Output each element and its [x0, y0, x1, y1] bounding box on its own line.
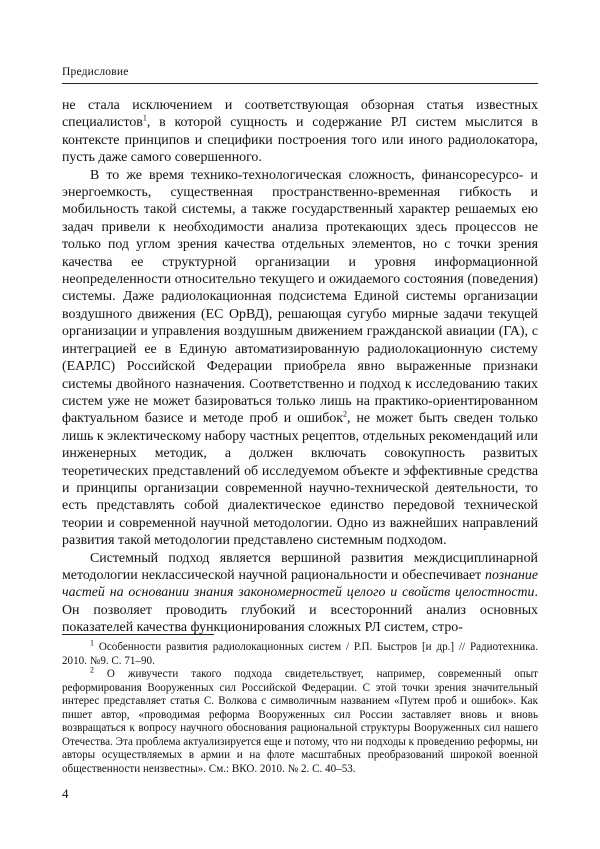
paragraph-1-text-a: не стала исключением и соответствующая обзорная статья известных специалистов — [62, 98, 538, 131]
footnotes — [62, 638, 538, 776]
footnote-1-number: 1 — [90, 638, 94, 648]
paragraph-2-text-b: , не может быть сведен только лишь к эклектическому набору частных рецептов, отдельных рекомендаций или инженерных методик, а должен включать совокупность развитых теоретических представлений об исследуемом объекте и эффективные средства и принципы организации современной научно-технической деятельности, то есть представлять собой диалектическое единство передовой технической теории и современной научной методологии. Одно из важнейших направлений развития такой методологии представлено системным подходом. — [62, 411, 538, 549]
footnote-1-text: Особенности развития радиолокационных систем / Р.П. Быстров [и др.] // Радиотехника. 2010. №9. С. 71–90. — [62, 641, 538, 667]
running-head: Предисловие — [62, 66, 129, 78]
paragraph-2-text-a: В то же время технико-технологическая сложность, финансоресурсо- и энергоемкость, существенная пространственно-временная гибкость и мобильность такой системы, а также государственный характер решаемых ею задач привели к необходимости анализа протекающих здесь процессов не только под углом зрения качества отдельных элементов, но с точки зрения качества ее структурной организации и уровня информационной неопределенности относительно текущего и ожидаемого состояния (поведения) системы. Даже радиолокационная подсистема Единой системы организации воздушного движения (ЕС ОрВД), решающая сугубо мирные задачи текущей организации и управления воздушным движением гражданской авиации (ГА), с интеграцией ее в Единую автоматизированную радиолокационную систему (ЕАРЛС) Российской Федерации приобрела явно выраженные признаки системы двойного назначения. Соответственно и подход к исследованию таких систем уже не может базироваться только лишь на практико-ориентированном фактуальном базисе и методе проб и ошибок — [62, 167, 538, 427]
paragraph-1 — [62, 97, 538, 167]
footnote-rule — [62, 634, 214, 635]
paragraph-3 — [62, 550, 538, 637]
footnote-2 — [62, 665, 538, 776]
body-text — [62, 97, 538, 637]
footnote-2-text: О живучести такого подхода свидетельствует, например, современный опыт реформирования Вооруженных сил Российской Федерации. С этой точки зрения значительный интерес представляет статья С. Волкова с символичным названием «Путем проб и ошибок». Как пишет автор, «проводимая реформа Вооруженных сил России заставляет вновь и вновь возвращаться к вопросу научного обоснования рациональной структуры Вооруженных сил нашего Отечества. Эта проблема актуализируется еще и потому, что ни подходы к проведению реформы, ни авторы осуществляемых в армии и на флоте масштабных преобразований широкой военной общественности неизвестны». См.: ВКО. 2010. № 2. С. 40–53. — [62, 668, 538, 775]
paragraph-3-text-b: . Он позволяет проводить глубокий и всесторонний анализ основных показателей качества функционирования сложных РЛ систем, стро- — [62, 585, 538, 636]
paragraph-3-emphasis: познание частей на основании знания закономерностей целого и свойств целостности — [62, 567, 538, 601]
paragraph-1-text-b: , в которой сущность и содержание РЛ систем мыслится в контексте принципов и специфики построения того или иного радиолокатора, пусть даже самого совершенного. — [62, 115, 538, 166]
paragraph-3-text-a: Системный подход является вершиной развития междисциплинарной методологии неклассической научной рациональности и обеспечивает — [62, 550, 538, 583]
header-rule — [62, 83, 538, 84]
footnote-ref-2[interactable]: 2 — [343, 409, 348, 419]
footnote-ref-1[interactable]: 1 — [142, 113, 147, 123]
paragraph-2 — [62, 167, 538, 550]
footnote-1 — [62, 638, 538, 668]
footnote-2-number: 2 — [90, 665, 94, 675]
page-number: 4 — [62, 786, 69, 801]
